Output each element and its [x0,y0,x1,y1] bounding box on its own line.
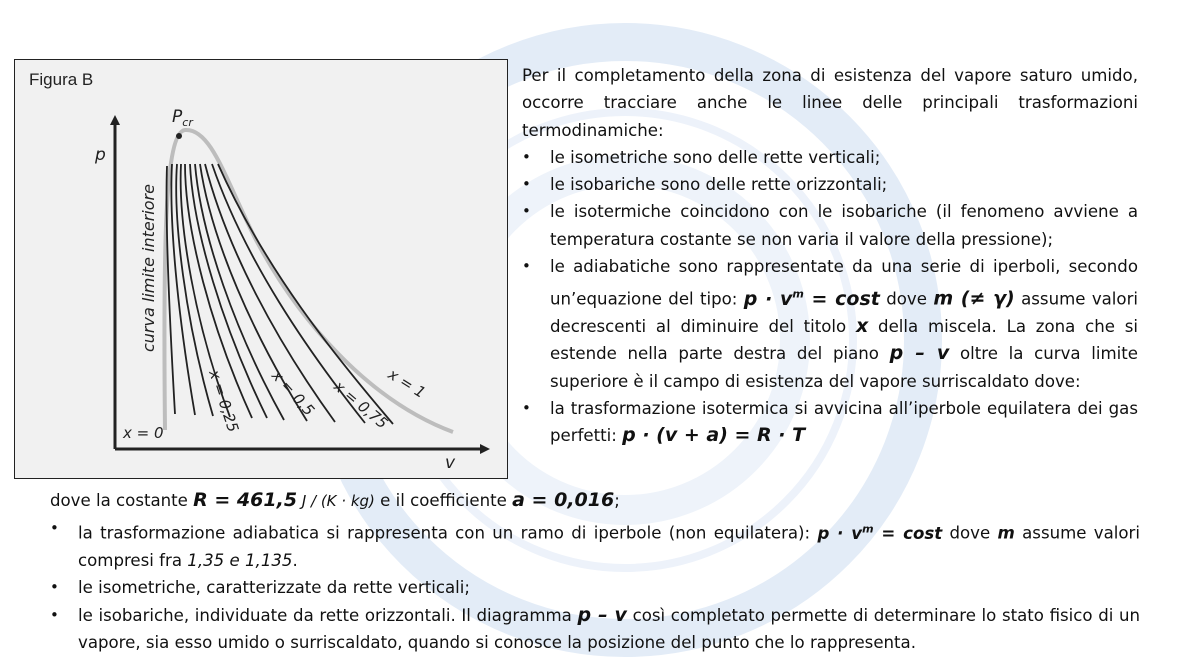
list-item: • le isometriche, caratterizzate da rette verticali; [50,574,1140,601]
quality-line [190,164,267,418]
curve-label: curva limite interiore [139,184,158,352]
list-item: • la trasformazione isotermica si avvicina all’iperbole equilatera dei gas perfetti: p · (v + a) = R · T [522,395,1138,450]
list-item: • le adiabatiche sono rappresentate da una serie di iperboli, secondo un’equazione del tipo: $p \cdot v^m = \cos t$ dove m (≠ γ) assume valori decrescenti al diminuire del titolo x della miscela. La zona che si estende nella parte destra del piano p – v oltre la curva limite superiore è il campo di esistenza del vapore surriscaldato dove: [522,253,1138,395]
right-text-column [522,62,1138,449]
critical-point [176,133,182,139]
p-axis-label: p [95,145,106,165]
list-item: • le isobariche, individuate da rette orizzontali. Il diagramma p – v così completato permette di determinare lo stato fisico di un vapore, sia esso umido o surriscaldato, quando si conosce la posizione del punto che lo rappresenta. [50,602,1140,657]
transform-list [522,144,1138,450]
critical-point-subscript: cr [182,116,193,129]
quality-label-x025: x = 0,25 [205,367,243,435]
figure-b [14,59,508,479]
critical-point-label: P [172,107,183,127]
list-item: • le isometriche sono delle rette verticali; [522,144,1138,171]
constant-line: dove la costante R = 461,5 J / (K · kg) e il coefficiente a = 0,016; [50,489,620,511]
quality-line [171,164,195,415]
quality-label-x05: x = 0,5 [268,366,319,420]
quality-line [218,164,393,424]
svg-text:Pcr [172,107,194,129]
list-item: • le isotermiche coincidono con le isobariche (il fenomeno avviene a temperatura costante se non varia il valore della pressione); [522,198,1138,253]
intro-paragraph: Per il completamento della zona di esistenza del vapore saturo umido, occorre tracciare anche le linee delle principali trasformazioni termodinamiche: [522,66,1138,140]
p-v-diagram [15,60,509,480]
list-item: • la trasformazione adiabatica si rappresenta con un ramo di iperbole (non equilatera): $p \cdot v^m = \cos t$ dove m assume valori compresi fra 1,35 e 1,135. [50,515,1140,574]
figure-title: Figura B [29,70,94,89]
quality-label-x075: x = 0,75 [330,377,392,433]
bottom-text-block [50,487,1140,656]
quality-label-x0: x = 0 [123,424,164,442]
v-axis-label: v [445,453,456,473]
list-item: • le isobariche sono delle rette orizzontali; [522,171,1138,198]
quality-label-x1: x = 1 [384,365,429,402]
bottom-list [50,515,1140,656]
